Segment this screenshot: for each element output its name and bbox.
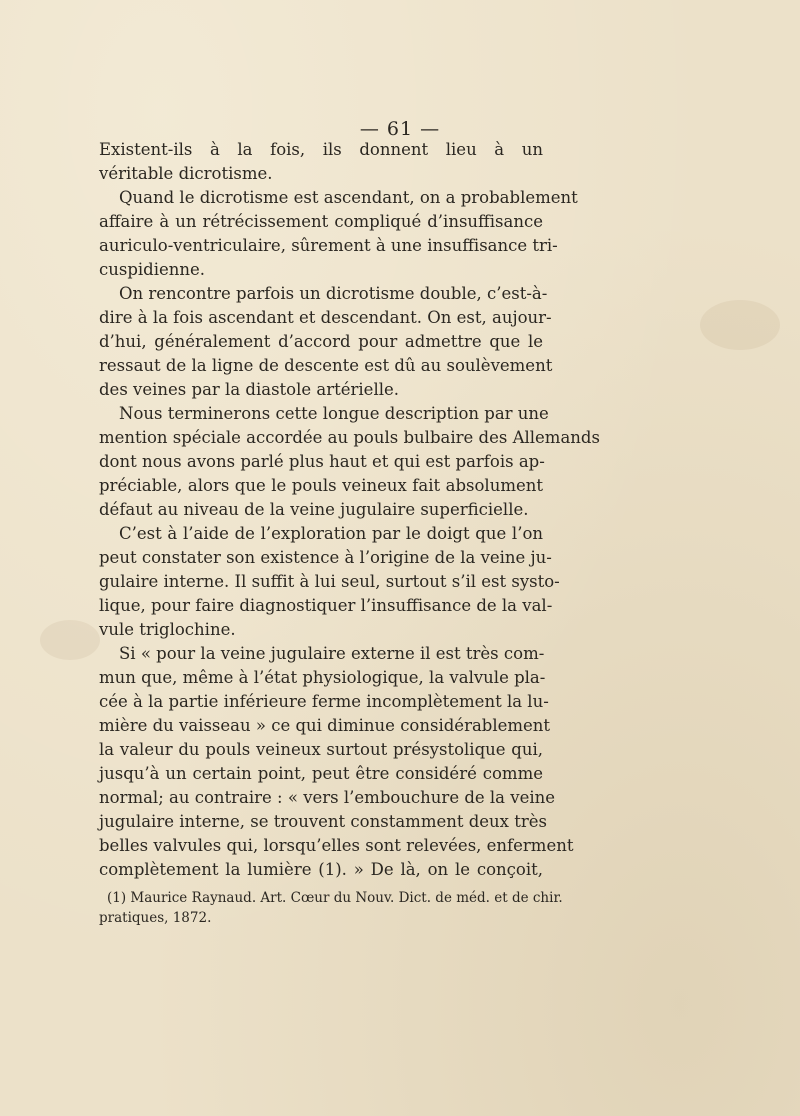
- text-line: dire à la fois ascendant et descendant. On est, aujour-: [99, 308, 552, 327]
- text-line: mention spéciale accordée au pouls bulbaire des Allemands: [99, 428, 600, 447]
- text-line: défaut au niveau de la veine jugulaire superficielle.: [99, 500, 529, 519]
- text-line: des veines par la diastole artérielle.: [99, 380, 400, 399]
- text-line: préciable, alors que le pouls veineux fait absolument: [99, 476, 543, 495]
- text-line: Existent-ils à la fois, ils donnent lieu à un: [99, 140, 543, 159]
- text-line: d’hui, généralement d’accord pour admettre que le: [99, 332, 543, 351]
- text-line: peut constater son existence à l’origine de la veine ju-: [99, 548, 552, 567]
- text-line: jugulaire interne, se trouvent constamment deux très: [99, 812, 547, 831]
- text-line: Si « pour la veine jugulaire externe il est très com-: [119, 644, 545, 663]
- paper-stain: [700, 300, 780, 350]
- page-number: — 61 —: [359, 118, 441, 140]
- text-line: cuspidienne.: [99, 260, 206, 279]
- text-line: la valeur du pouls veineux surtout présystolique qui,: [99, 740, 543, 759]
- text-line: jusqu’à un certain point, peut être considéré comme: [99, 764, 543, 783]
- text-line: véritable dicrotisme.: [99, 164, 273, 183]
- text-line: lique, pour faire diagnostiquer l’insuffisance de la val-: [99, 596, 553, 615]
- text-line: mun que, même à l’état physiologique, la valvule pla-: [99, 668, 546, 687]
- text-line: normal; au contraire : « vers l’embouchure de la veine: [99, 788, 556, 807]
- text-line: complètement la lumière (1). » De là, on le conçoit,: [99, 860, 543, 879]
- body-text: [99, 138, 600, 882]
- text-line: On rencontre parfois un dicrotisme double, c’est-à-: [119, 284, 548, 303]
- text-line: vule triglochine.: [99, 620, 236, 639]
- footnote-line: (1) Maurice Raynaud. Art. Cœur du Nouv. Dict. de méd. et de chir.: [107, 890, 563, 906]
- text-line: ressaut de la ligne de descente est dû au soulèvement: [99, 356, 553, 375]
- text-line: gulaire interne. Il suffit à lui seul, surtout s’il est systo-: [99, 572, 560, 591]
- text-line: Nous terminerons cette longue description par une: [119, 404, 549, 423]
- text-line: cée à la partie inférieure ferme incomplètement la lu-: [99, 692, 549, 711]
- text-line: C’est à l’aide de l’exploration par le doigt que l’on: [119, 524, 543, 543]
- text-line: auriculo-ventriculaire, sûrement à une insuffisance tri-: [99, 236, 558, 255]
- text-line: dont nous avons parlé plus haut et qui est parfois ap-: [99, 452, 545, 471]
- footnote-line: pratiques, 1872.: [99, 910, 212, 926]
- text-line: belles valvules qui, lorsqu’elles sont relevées, enferment: [99, 836, 574, 855]
- footnote: [99, 888, 563, 928]
- text-line: Quand le dicrotisme est ascendant, on a probablement: [119, 188, 578, 207]
- text-line: mière du vaisseau » ce qui diminue considérablement: [99, 716, 551, 735]
- paper-stain: [40, 620, 100, 660]
- text-line: affaire à un rétrécissement compliqué d’insuffisance: [99, 212, 543, 231]
